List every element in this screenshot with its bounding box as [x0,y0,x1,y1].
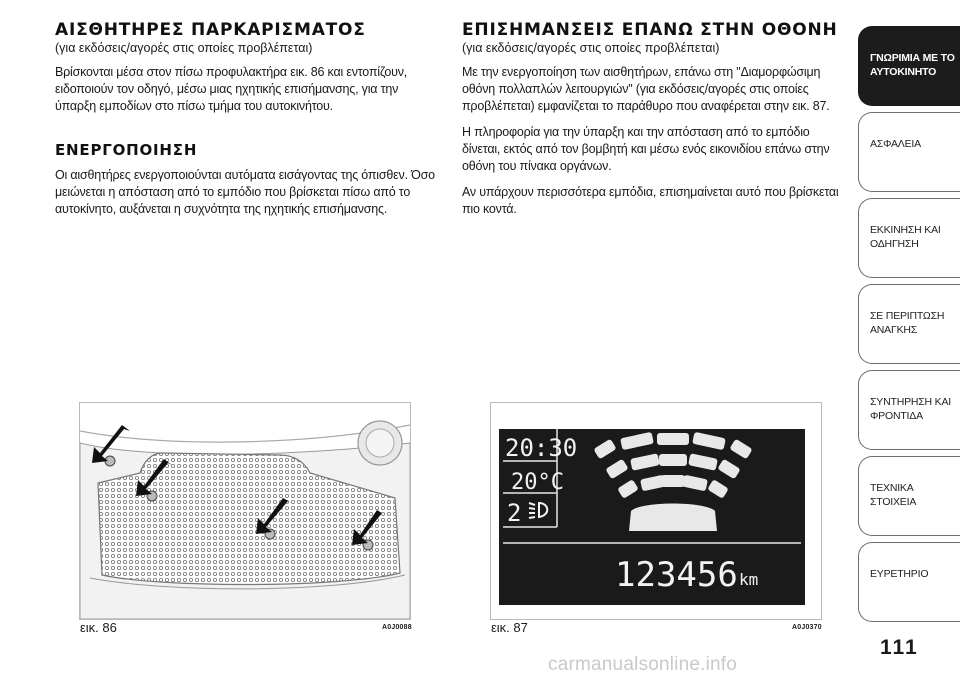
display-gear: 2 [507,499,522,527]
tab-index[interactable] [858,542,960,622]
tab-label: ΓΝΩΡΙΜΙΑ ΜΕ ΤΟ ΑΥΤΟΚΙΝΗΤΟ [870,52,955,78]
figure-86-caption: εικ. 86 [80,620,117,635]
tab-emergency[interactable] [858,284,960,364]
parking-sensors-description: Βρίσκονται μέσα στον πίσω προφυλακτήρα εικ. 86 και εντοπίζουν, ειδοποιούν τον οδηγό, μέσω μιας ηχητικής επισήμανσης, για την ύπαρξη εμποδίων στο πίσω τμήμα του αυτοκινήτου. [55,65,408,113]
tab-maintenance[interactable] [858,370,960,450]
display-time: 20:30 [505,434,578,462]
tab-label: ΣΕ ΠΕΡΙΠΤΩΣΗ ΑΝΑΓΚΗΣ [870,310,945,336]
tab-safety[interactable] [858,112,960,192]
activation-heading: ΕΝΕΡΓΟΠΟΙΗΣΗ [55,141,198,159]
tab-label: ΑΣΦΑΛΕΙΑ [870,138,921,150]
figure-87-code: A0J0370 [792,624,822,631]
figure-87-instrument-display [490,402,822,620]
page-number: 111 [880,636,919,659]
left-column [55,20,440,227]
display-illustration [491,403,821,619]
tab-starting-driving[interactable] [858,198,960,278]
tab-technical-data[interactable] [858,456,960,536]
tab-label: ΣΥΝΤΗΡΗΣΗ ΚΑΙ ΦΡΟΝΤΙΔΑ [870,396,951,422]
figure-86-rear-bumper [79,402,411,620]
display-odometer-unit: km [739,570,759,589]
rear-bumper-illustration [80,403,410,619]
right-column [462,20,847,227]
display-indications-para-1: Με την ενεργοποίηση των αισθητήρων, επάνω στη "Διαμορφώσιμη οθόνη πολλαπλών λειτουργιών" (για εκδόσεις/αγορές στις οποίες προβλέπεται) εμφανίζεται το παράθυρο που αναφέρεται στην εικ. 87. [462,65,830,113]
activation-description: Οι αισθητήρες ενεργοποιούνται αυτόματα εισάγοντας της όπισθεν. Όσο μειώνεται η απόσταση από το εμπόδιο που βρίσκεται πίσω από το αυτοκίνητο, αυξάνεται η συχνότητα της ηχητικής επισήμανσης. [55,168,435,216]
figure-86-code: A0J0088 [382,624,412,631]
display-indications-title: ΕΠΙΣΗΜΑΝΣΕΙΣ ΕΠΑΝΩ ΣΤΗΝ ΟΘΟΝΗ [462,20,838,40]
tab-getting-to-know-car[interactable] [858,26,960,106]
watermark: carmanualsonline.info [548,654,738,675]
parking-sensors-subtitle: (για εκδόσεις/αγορές στις οποίες προβλέπεται) [55,41,313,55]
display-odometer: 123456 [615,555,738,595]
chapter-tabs [858,26,960,628]
tab-label: ΕΥΡΕΤΗΡΙΟ [870,568,929,580]
display-indications-para-3: Αν υπάρχουν περισσότερα εμπόδια, επισημαίνεται αυτό που βρίσκεται πιο κοντά. [462,185,839,216]
tab-label: ΕΚΚΙΝΗΣΗ ΚΑΙ ΟΔΗΓΗΣΗ [870,224,941,250]
tab-label: ΤΕΧΝΙΚΑ ΣΤΟΙΧΕΙΑ [870,482,917,508]
figure-87-caption: εικ. 87 [491,620,528,635]
display-indications-subtitle: (για εκδόσεις/αγορές στις οποίες προβλέπεται) [462,41,720,55]
parking-sensors-title: ΑΙΣΘΗΤΗΡΕΣ ΠΑΡΚΑΡΙΣΜΑΤΟΣ [55,20,366,40]
display-indications-para-2: Η πληροφορία για την ύπαρξη και την απόσταση από το εμπόδιο δίνεται, εκτός από τον βομβητή και μέσω ενός εικονιδίου επάνω στην οθόνη του πίνακα οργάνων. [462,125,830,173]
display-temperature: 20°C [511,470,564,495]
